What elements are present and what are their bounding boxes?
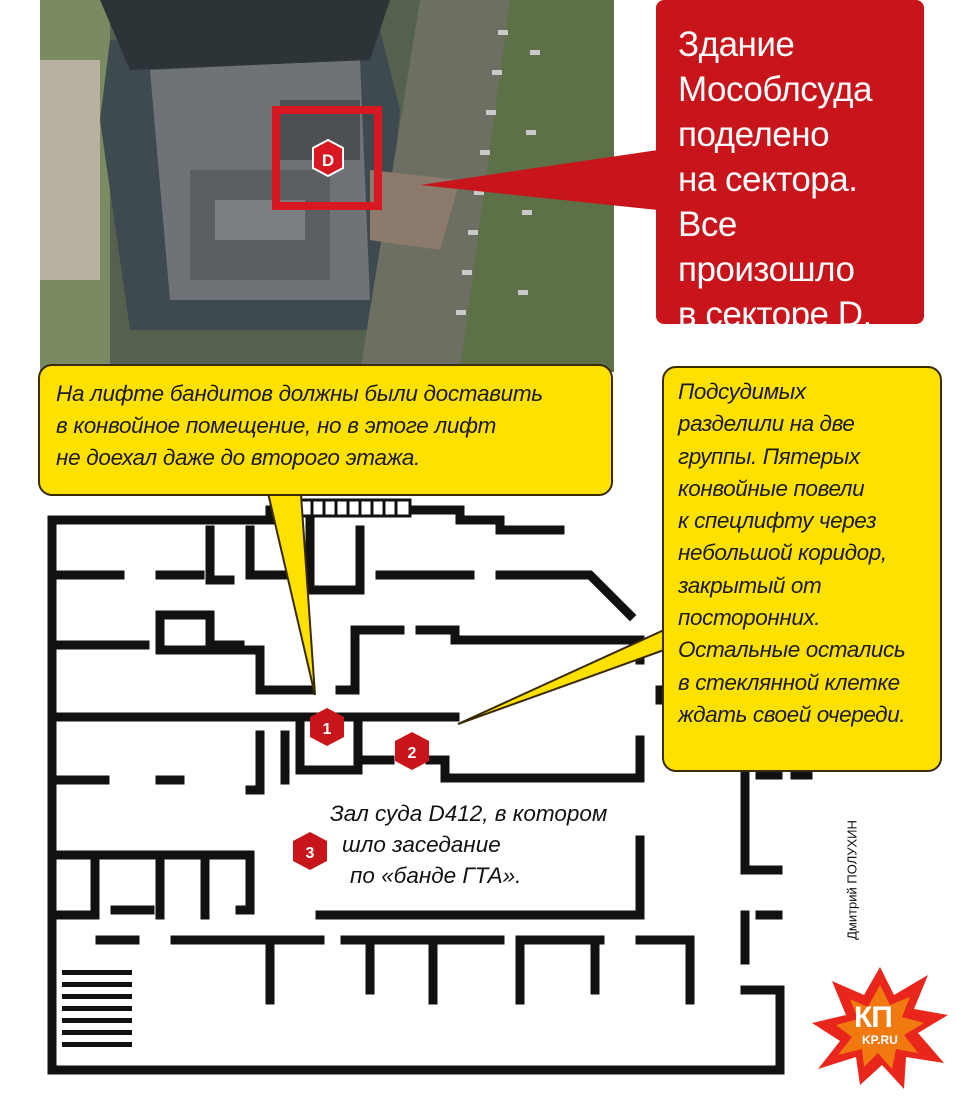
defendants-callout-line: к спецлифту через xyxy=(678,508,877,534)
marker-2 xyxy=(395,732,429,770)
marker-3 xyxy=(293,832,327,870)
marker-3-label: 3 xyxy=(305,845,315,862)
author-credit xyxy=(842,795,862,965)
kp-logo-text: КП xyxy=(854,1001,892,1034)
sector-callout-line: в секторе D. xyxy=(678,295,872,334)
courtroom-label-line: по «банде ГТА». xyxy=(350,863,522,888)
defendants-callout-line: конвойные повели xyxy=(678,475,865,501)
kp-logo xyxy=(810,965,950,1090)
defendants-callout-line: закрытый от xyxy=(678,572,822,598)
stairs-bottom xyxy=(62,970,132,1047)
marker-2-label: 2 xyxy=(407,745,417,762)
defendants-callout-text xyxy=(678,376,936,731)
courtroom-label-line: Зал суда D412, в котором xyxy=(330,801,608,826)
elevator-callout-line: не доехал даже до второго этажа. xyxy=(56,445,421,470)
defendants-callout-line: посторонних. xyxy=(678,605,821,631)
defendants-callout-line: группы. Пятерых xyxy=(678,443,860,469)
elevator-callout-text xyxy=(56,378,601,474)
defendants-callout-line: в стеклянной клетке xyxy=(678,669,900,695)
sector-d-label: D xyxy=(321,151,335,170)
kp-logo-sub: KP.RU xyxy=(862,1033,898,1047)
sector-callout-line: поделено xyxy=(678,115,830,154)
sector-callout-line: на сектора. xyxy=(678,160,858,199)
defendants-callout-line: Подсудимых xyxy=(678,379,806,404)
defendants-callout-line: Остальные остались xyxy=(678,637,906,663)
sector-callout-line: Все произошло xyxy=(678,205,855,289)
sector-callout-line: Мособлсуда xyxy=(678,70,872,109)
marker-1-label: 1 xyxy=(322,721,332,738)
elevator-callout-line: в конвойное помещение, но в этоге лифт xyxy=(56,413,497,438)
defendants-callout-line: ждать своей очереди. xyxy=(678,701,906,727)
defendants-callout-line: разделили на две xyxy=(678,411,855,437)
defendants-callout-line: небольшой коридор, xyxy=(678,540,887,566)
author-credit-text: Дмитрий ПОЛУХИН xyxy=(844,820,860,940)
sector-callout-line: Здание xyxy=(678,25,795,64)
courtroom-label xyxy=(330,798,640,891)
elevator-callout xyxy=(38,364,613,496)
defendants-callout xyxy=(662,366,942,772)
courtroom-label-line: шло заседание xyxy=(342,832,501,857)
elevator-callout-line: На лифте бандитов должны были доставить xyxy=(56,381,543,406)
